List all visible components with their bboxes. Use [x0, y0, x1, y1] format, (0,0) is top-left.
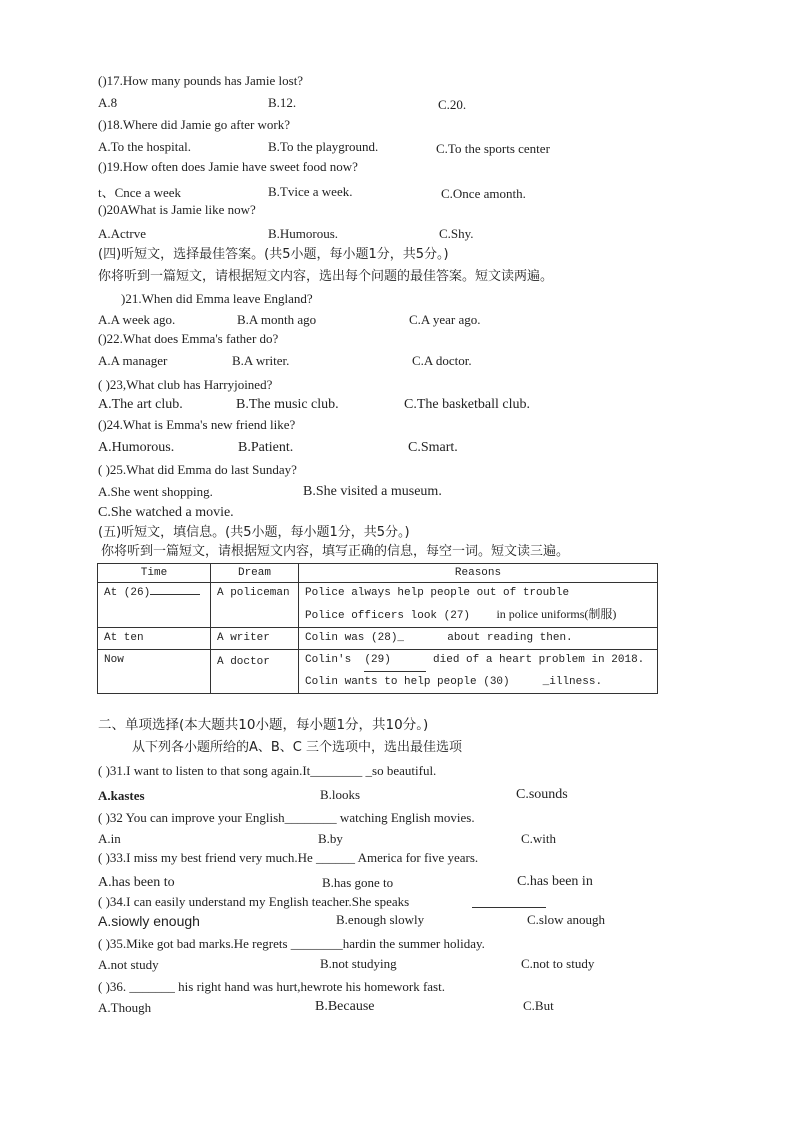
question-23-option-b: B.The music club.	[236, 397, 339, 412]
question-20-stem: ()20AWhat is Jamie like now?	[98, 202, 256, 217]
question-35-option-a: A.not study	[98, 957, 159, 972]
section-4-title: (四)听短文，选择最佳答案。(共5小题，每小题1分，共5分。)	[98, 247, 449, 262]
question-32-option-b: B.by	[318, 831, 343, 846]
reason-line	[305, 604, 651, 627]
table-cell-reasons	[299, 583, 658, 628]
question-24-option-b: B.Patient.	[238, 440, 294, 455]
question-36-option-a: A.Though	[98, 1000, 152, 1015]
question-32-stem: ( )32 You can improve your English________ watching English movies.	[98, 810, 475, 825]
table-cell-reasons	[299, 650, 658, 694]
question-19-option-c: C.Once amonth.	[441, 186, 526, 201]
section-4-instruction: 你将听到一篇短文，请根据短文内容，选出每个问题的最佳答案。短文读两遍。	[98, 269, 554, 284]
question-35-option-b: B.not studying	[320, 956, 397, 971]
blank-26	[150, 594, 200, 595]
table-row	[98, 628, 658, 650]
question-21-option-c: C.A year ago.	[409, 312, 481, 327]
reason-text: Police officers look (27)	[305, 610, 471, 622]
question-33-stem: ( )33.I miss my best friend very much.He ______ America for five years.	[98, 850, 479, 865]
question-21-stem: )21.When did Emma leave England?	[121, 291, 313, 306]
question-18-option-a: A.To the hospital.	[98, 139, 191, 154]
question-35-option-c: C.not to study	[521, 956, 595, 971]
question-22-stem: ()22.What does Emma's father do?	[98, 331, 279, 346]
question-31-option-b: B.looks	[320, 787, 361, 802]
question-17-option-b: B.12.	[268, 95, 297, 110]
question-25-stem: ( )25.What did Emma do last Sunday?	[98, 462, 297, 477]
question-31-option-a: A.kastes	[98, 788, 145, 803]
table-header-reasons: Reasons	[299, 564, 658, 583]
question-19-stem: ()19.How often does Jamie have sweet food now?	[98, 159, 358, 174]
reason-text: Colin wants to help people (30)	[305, 676, 510, 688]
table-cell-time: At ten	[98, 628, 211, 650]
question-23-stem: ( )23,What club has Harryjoined?	[98, 377, 273, 392]
question-21-option-b: B.A month ago	[237, 312, 317, 327]
question-31-option-c: C.sounds	[516, 787, 568, 802]
table-cell-time	[98, 583, 211, 628]
reason-text: died of a heart problem in 2018.	[433, 654, 645, 666]
reason-line	[305, 672, 651, 693]
table-row	[98, 650, 658, 694]
question-24-option-c: C.Smart.	[408, 440, 458, 455]
question-25-option-b: B.She visited a museum.	[303, 484, 442, 499]
question-32-option-a: A.in	[98, 831, 121, 846]
info-table	[97, 563, 658, 694]
part-2-instruction: 从下列各小题所给的A、B、C 三个选项中，选出最佳选项	[132, 740, 463, 755]
question-32-option-c: C.with	[521, 831, 557, 846]
question-22-option-a: A.A manager	[98, 353, 168, 368]
question-18-stem: ()18.Where did Jamie go after work?	[98, 117, 291, 132]
table-cell-dream: A policeman	[211, 583, 299, 628]
question-25-option-a: A.She went shopping.	[98, 484, 213, 499]
question-20-option-b: B.Humorous.	[268, 226, 339, 241]
part-2-title: 二、单项选择(本大题共10小题，每小题1分，共10分。)	[98, 717, 429, 733]
question-20-option-a: A.Actrve	[98, 226, 147, 241]
question-34-stem: ( )34.I can easily understand my English teacher.She speaks	[98, 894, 410, 909]
reason-text: _illness.	[542, 676, 603, 688]
table-cell-time: Now	[98, 650, 211, 694]
reason-text: Colin was (28)_	[305, 632, 405, 644]
question-33-option-c: C.has been in	[517, 874, 593, 889]
reason-text: Colin's	[305, 654, 352, 666]
time-text: At (26)	[104, 587, 151, 599]
table-row	[98, 583, 658, 628]
question-17-option-a: A.8	[98, 95, 118, 110]
question-23-option-a: A.The art club.	[98, 397, 183, 412]
reason-line: Police always help people out of trouble	[305, 587, 570, 599]
question-22-option-c: C.A doctor.	[412, 353, 472, 368]
reason-line	[305, 650, 651, 672]
question-36-option-c: C.But	[523, 998, 554, 1013]
table-cell-reasons	[299, 628, 658, 650]
question-19-option-b: B.Tvice a week.	[268, 184, 353, 199]
question-34-option-a: A.siowly enough	[98, 913, 200, 929]
question-24-option-a: A.Humorous.	[98, 440, 175, 455]
question-35-stem: ( )35.Mike got bad marks.He regrets ________hardin the summer holiday.	[98, 936, 485, 951]
question-18-option-b: B.To the playground.	[268, 139, 379, 154]
blank-29	[364, 650, 426, 672]
question-21-option-a: A.A week ago.	[98, 312, 176, 327]
question-33-option-a: A.has been to	[98, 875, 175, 890]
question-34-option-c: C.slow anough	[527, 912, 605, 927]
table-header-row	[98, 564, 658, 583]
question-17-stem: ()17.How many pounds has Jamie lost?	[98, 73, 304, 88]
question-23-option-c: C.The basketball club.	[404, 397, 530, 412]
section-5-title: (五)听短文，填信息。(共5小题，每小题1分，共5分。)	[98, 525, 410, 540]
question-36-stem: ( )36. _______ his right hand was hurt,hewrote his homework fast.	[98, 979, 445, 994]
question-34-option-b: B.enough slowly	[336, 912, 425, 927]
question-33-option-b: B.has gone to	[322, 875, 394, 890]
section-5-instruction: 你将听到一篇短文，请根据短文内容，填写正确的信息，每空一词。短文读三遍。	[101, 544, 570, 559]
reason-text: (29)	[364, 654, 391, 666]
reason-text: in police uniforms(制服)	[496, 607, 617, 621]
table-cell-dream: A writer	[211, 628, 299, 650]
question-19-option-a: t、Cnce a week	[98, 185, 182, 200]
table-cell-dream	[211, 650, 299, 694]
reason-text: about reading then.	[447, 632, 573, 644]
blank-34	[472, 907, 546, 908]
question-31-stem: ( )31.I want to listen to that song again.It________ _so beautiful.	[98, 763, 437, 778]
question-20-option-c: C.Shy.	[439, 226, 474, 241]
table-header-dream: Dream	[211, 564, 299, 583]
table-header-time: Time	[98, 564, 211, 583]
question-17-option-c: C.20.	[438, 97, 467, 112]
question-36-option-b: B.Because	[315, 999, 375, 1014]
dream-text: A doctor	[217, 656, 270, 668]
question-18-option-c: C.To the sports center	[436, 141, 550, 156]
question-25-option-c: C.She watched a movie.	[98, 505, 234, 520]
question-24-stem: ()24.What is Emma's new friend like?	[98, 417, 296, 432]
question-22-option-b: B.A writer.	[232, 353, 290, 368]
